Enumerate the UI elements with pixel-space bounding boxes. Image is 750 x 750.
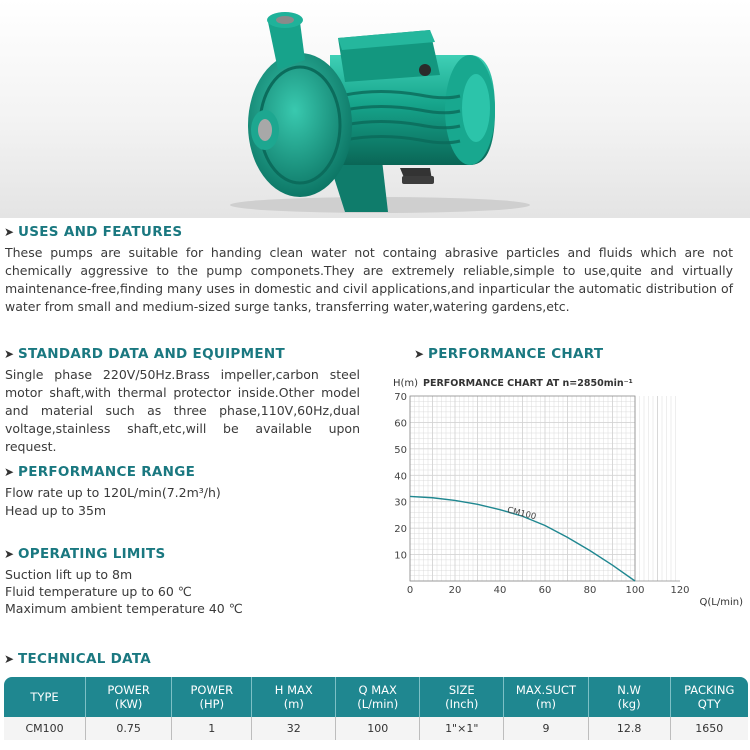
chevron-right-icon: ➤	[4, 347, 15, 361]
table-header-cell	[86, 677, 172, 717]
y-tick-label: 20	[394, 524, 407, 536]
table-cell: 12.8	[588, 717, 670, 740]
header-unit: (kg)	[617, 697, 641, 711]
y-tick-label: 50	[394, 444, 407, 456]
uses-features-heading	[4, 224, 182, 240]
x-tick-label: 60	[538, 585, 552, 596]
pump-illustration	[0, 0, 750, 218]
table-cell: 9	[504, 717, 589, 740]
table-header-cell	[420, 677, 504, 717]
y-tick-label: 40	[394, 471, 407, 483]
header-unit: (Inch)	[445, 697, 479, 711]
header-unit: (HP)	[199, 697, 225, 711]
performance-range-heading	[4, 464, 195, 480]
table-cell: CM100	[4, 717, 86, 740]
technical-data-heading	[4, 651, 151, 667]
range-flow: Flow rate up to 120L/min(7.2m³/h)	[5, 485, 221, 500]
header-label: N.W	[617, 683, 641, 697]
limit-fluid-temp: Fluid temperature up to 60 ℃	[5, 584, 192, 599]
limit-suction: Suction lift up to 8m	[5, 567, 133, 582]
x-tick-label: 0	[406, 585, 414, 596]
limit-ambient-temp: Maximum ambient temperature 40 ℃	[5, 601, 243, 616]
table-cell: 0.75	[86, 717, 172, 740]
product-photo	[0, 0, 750, 218]
y-tick-label: 30	[394, 497, 407, 509]
table-header-cell	[670, 677, 748, 717]
table-header-row	[4, 677, 748, 717]
table-header-cell	[588, 677, 670, 717]
standard-data-text: Single phase 220V/50Hz.Brass impeller,carbon steel motor shaft,with thermal protector inside.Other model and material such as three phase,110V,60Hz,dual voltage,stainless shaft,etc,will be available upon request.	[5, 367, 360, 454]
y-tick-label: 70	[394, 392, 407, 403]
chevron-right-icon: ➤	[4, 225, 15, 239]
table-header-cell	[336, 677, 420, 717]
table-cell: 100	[336, 717, 420, 740]
series-label: CM100	[506, 505, 538, 523]
standard-data-title: STANDARD DATA AND EQUIPMENT	[18, 346, 285, 362]
standard-data-heading	[4, 346, 285, 362]
x-tick-label: 120	[670, 585, 690, 596]
technical-data-title: TECHNICAL DATA	[18, 651, 152, 667]
technical-data-table	[4, 677, 748, 740]
operating-limits-title: OPERATING LIMITS	[18, 546, 166, 562]
chevron-right-icon: ➤	[4, 547, 15, 561]
performance-chart	[385, 372, 747, 610]
chevron-right-icon: ➤	[414, 347, 425, 361]
table-header-cell	[4, 677, 86, 717]
table-header-cell	[504, 677, 589, 717]
header-label: TYPE	[30, 690, 59, 704]
performance-chart-heading	[414, 346, 603, 362]
y-tick-label: 60	[394, 418, 407, 430]
table-row	[4, 717, 748, 740]
header-unit: (KW)	[114, 697, 143, 711]
header-unit: (m)	[283, 697, 304, 711]
header-unit: QTY	[697, 697, 721, 711]
header-label: H MAX	[274, 683, 313, 697]
header-label: Q MAX	[358, 683, 397, 697]
uses-features-text: These pumps are suitable for handing clean water not containg abrasive particles and fluids which are not chemically aggressive to the pump componets.They are extremely reliable,simple to use,quite and virtually maintenance-free,finding many uses in domestic and civil applications,and inparticular the automatic distribution of water from small and medium-sized surge tanks, transferring water,watering gardens,etc.	[5, 245, 733, 314]
header-unit: (m)	[535, 697, 557, 711]
x-tick-label: 40	[493, 585, 507, 596]
y-tick-label: 10	[394, 550, 407, 562]
table-cell: 1"×1"	[420, 717, 504, 740]
header-label: SIZE	[448, 683, 475, 697]
header-label: MAX.SUCT	[515, 683, 576, 697]
header-label: PACKING	[684, 683, 735, 697]
chevron-right-icon: ➤	[4, 652, 15, 666]
range-head: Head up to 35m	[5, 503, 107, 518]
header-unit: (L/min)	[357, 697, 399, 711]
performance-range-title: PERFORMANCE RANGE	[18, 464, 196, 480]
chart-title: PERFORMANCE CHART AT n=2850min⁻¹	[423, 378, 633, 389]
chevron-right-icon: ➤	[4, 465, 15, 479]
table-cell: 32	[252, 717, 336, 740]
table-header-cell	[172, 677, 252, 717]
x-tick-label: 20	[448, 585, 462, 596]
x-tick-label: 100	[625, 585, 645, 596]
header-label: POWER	[107, 683, 150, 697]
y-axis-label: H(m)	[393, 378, 419, 389]
table-cell: 1	[172, 717, 252, 740]
performance-chart-title: PERFORMANCE CHART	[428, 346, 604, 362]
uses-features-title: USES AND FEATURES	[18, 224, 183, 240]
table-cell: 1650	[670, 717, 748, 740]
operating-limits-heading	[4, 546, 166, 562]
x-tick-label: 80	[583, 585, 597, 596]
x-axis-label: Q(L/min)	[699, 597, 743, 608]
table-header-cell	[252, 677, 336, 717]
header-label: POWER	[190, 683, 234, 697]
